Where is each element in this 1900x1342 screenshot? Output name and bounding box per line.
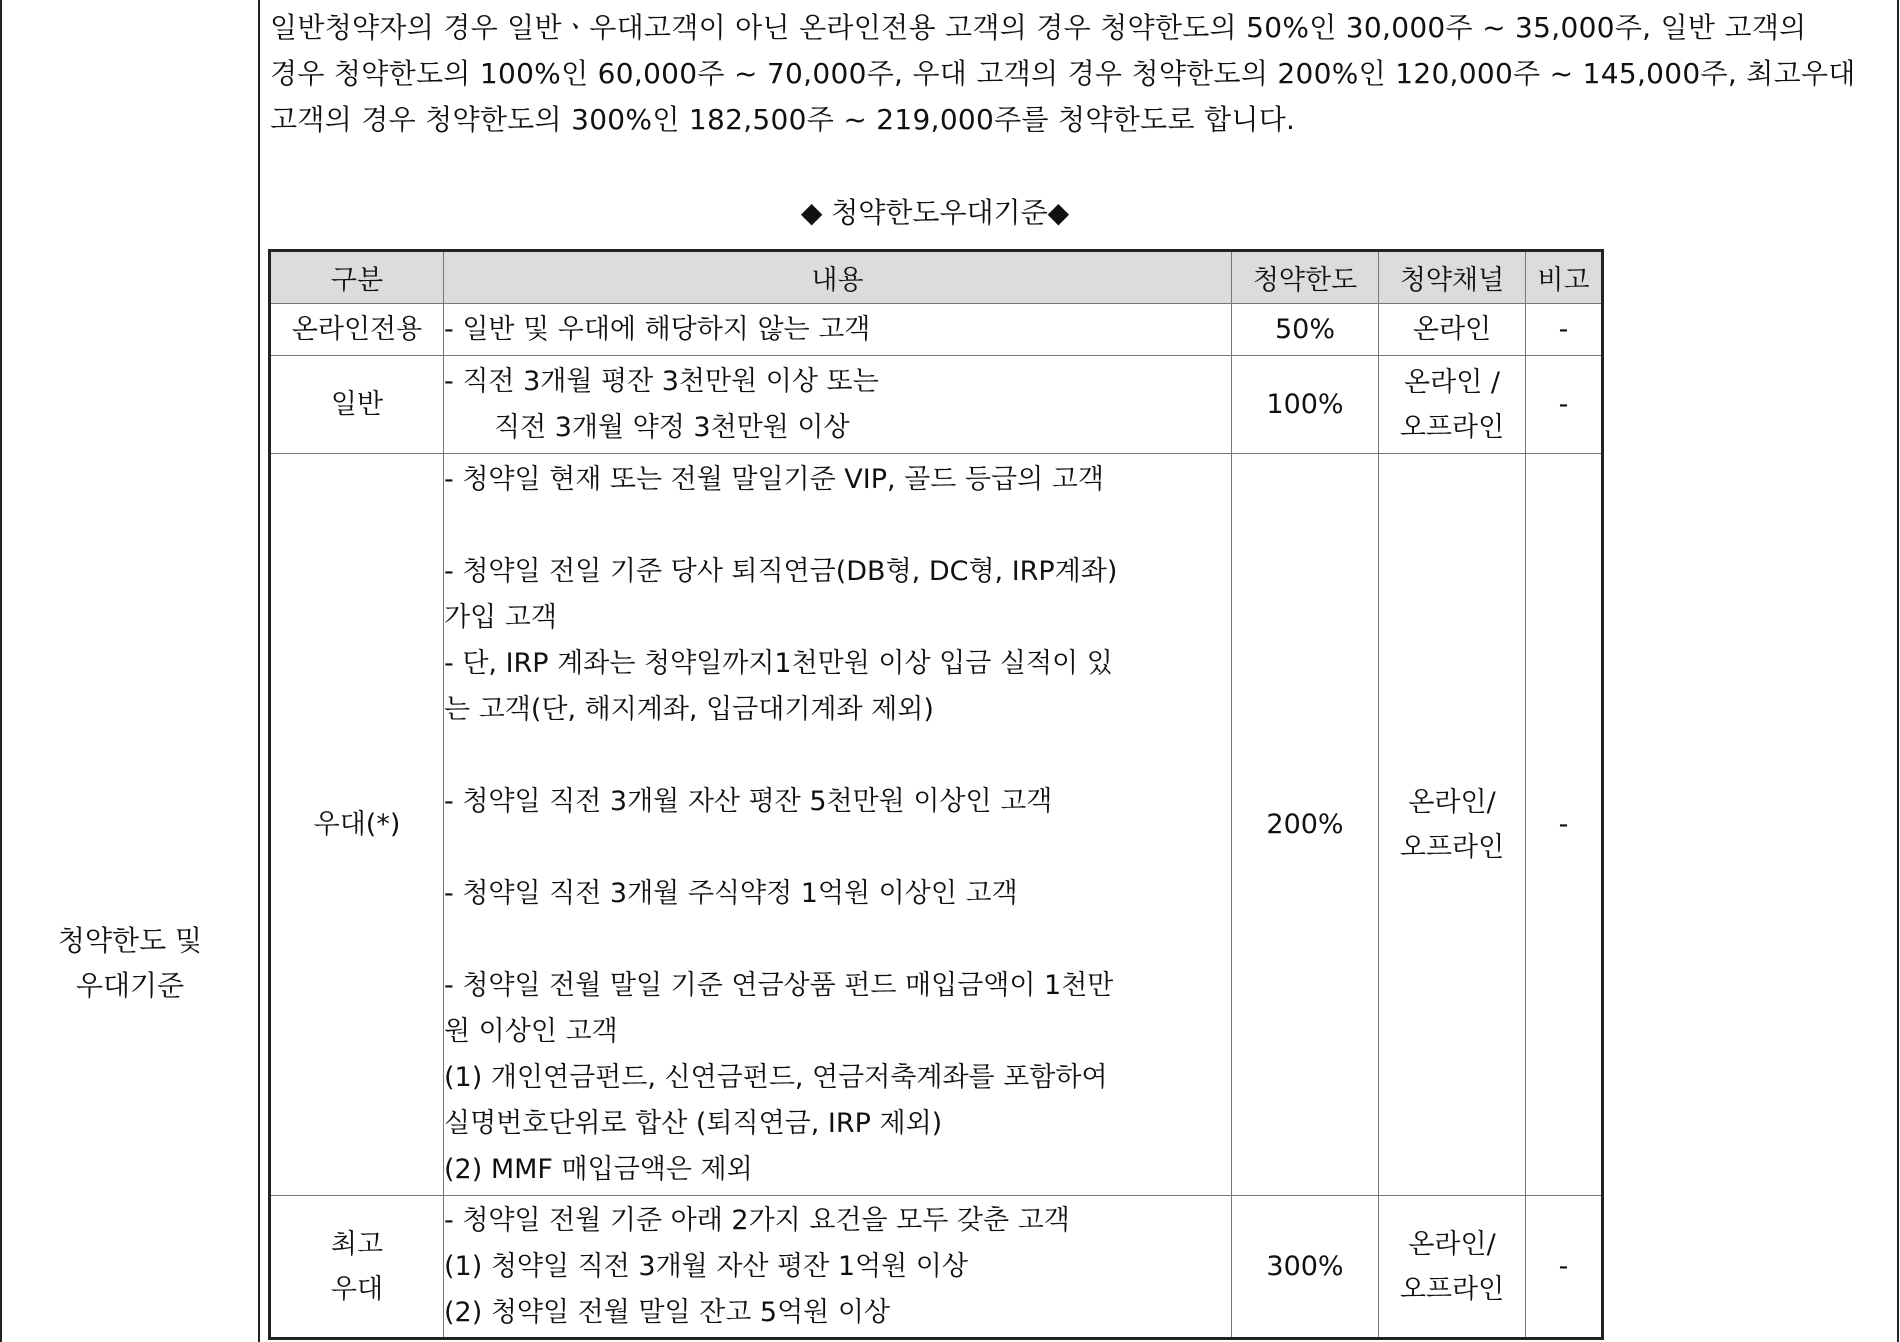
content-line: - 청약일 전월 기준 아래 2가지 요건을 모두 갖춘 고객: [444, 1204, 1070, 1236]
content-line: (1) 개인연금펀드, 신연금펀드, 연금저축계좌를 포함하여: [444, 1061, 1108, 1093]
category-line-1: 최고: [330, 1228, 384, 1260]
content-spacer: [444, 917, 1231, 963]
content-line: - 청약일 전월 말일 기준 연금상품 펀드 매입금액이 1천만: [444, 969, 1114, 1001]
content-line: (2) MMF 매입금액은 제외: [444, 1153, 753, 1185]
label-column-divider: [258, 0, 260, 1342]
content-spacer: [444, 733, 1231, 779]
cell-limit: 100%: [1232, 356, 1379, 454]
content-line: 원 이상인 고객: [444, 1015, 618, 1047]
cell-channel: [1379, 356, 1526, 454]
content-line: 직전 3개월 약정 3천만원 이상: [494, 411, 850, 443]
content-spacer: [444, 503, 1231, 549]
channel-line-1: 온라인/: [1408, 1228, 1496, 1260]
header-channel: 청약채널: [1379, 251, 1526, 304]
header-limit: 청약한도: [1232, 251, 1379, 304]
cell-limit: 300%: [1232, 1196, 1379, 1339]
cell-channel: [1379, 1196, 1526, 1339]
content-line: - 청약일 현재 또는 전월 말일기준 VIP, 골드 등급의 고객: [444, 463, 1104, 495]
content-line: - 청약일 직전 3개월 자산 평잔 5천만원 이상인 고객: [444, 785, 1053, 817]
table-row: [270, 356, 1603, 454]
intro-line-2: 경우 청약한도의 100%인 60,000주 ~ 70,000주, 우대 고객의 경우 청약한도의 200%인 120,000주 ~ 145,000주, 최고우대: [270, 57, 1856, 90]
category-line-2: 우대: [330, 1273, 384, 1305]
content-line: - 청약일 전일 기준 당사 퇴직연금(DB형, DC형, IRP계좌): [444, 555, 1118, 587]
cell-category: 온라인전용: [270, 304, 444, 356]
cell-note: -: [1526, 1196, 1603, 1339]
content-line: 실명번호단위로 합산 (퇴직연금, IRP 제외): [444, 1107, 943, 1139]
row-label: [2, 918, 258, 1008]
row-label-line-1: 청약한도 및: [57, 924, 203, 957]
channel-line-1: 온라인 /: [1404, 366, 1500, 398]
cell-note: -: [1526, 304, 1603, 356]
outer-right-border: [1897, 0, 1899, 1342]
cell-limit: 200%: [1232, 454, 1379, 1196]
cell-content: [444, 304, 1232, 356]
cell-channel: [1379, 454, 1526, 1196]
channel-line-2: 오프라인: [1399, 831, 1505, 863]
content-line: - 단, IRP 계좌는 청약일까지1천만원 이상 입금 실적이 있: [444, 647, 1113, 679]
intro-paragraph: [270, 5, 1888, 143]
content-spacer: [444, 825, 1231, 871]
section-heading: ◆ 청약한도우대기준◆: [800, 196, 1070, 229]
channel-line-1: 온라인/: [1408, 786, 1496, 818]
channel-line-2: 오프라인: [1399, 411, 1505, 443]
content-line: (2) 청약일 전월 말일 잔고 5억원 이상: [444, 1296, 890, 1328]
content-line: 가입 고객: [444, 601, 557, 633]
cell-limit: 50%: [1232, 304, 1379, 356]
content-line: - 직전 3개월 평잔 3천만원 이상 또는: [444, 365, 879, 397]
content-line: - 청약일 직전 3개월 주식약정 1억원 이상인 고객: [444, 877, 1018, 909]
header-note: 비고: [1526, 251, 1603, 304]
intro-line-1: 일반청약자의 경우 일반ㆍ우대고객이 아닌 온라인전용 고객의 경우 청약한도의 50%인 30,000주 ~ 35,000주, 일반 고객의: [270, 11, 1807, 44]
content-line: (1) 청약일 직전 3개월 자산 평잔 1억원 이상: [444, 1250, 968, 1282]
cell-note: -: [1526, 454, 1603, 1196]
channel-line-2: 오프라인: [1399, 1273, 1505, 1305]
subscription-limit-table: [268, 249, 1604, 1340]
cell-content: [444, 356, 1232, 454]
content-line: 는 고객(단, 해지계좌, 입금대기계좌 제외): [444, 693, 934, 725]
outer-left-border: [0, 0, 2, 1342]
intro-line-3: 고객의 경우 청약한도의 300%인 182,500주 ~ 219,000주를 청약한도로 합니다.: [270, 103, 1296, 136]
content-line: - 일반 및 우대에 해당하지 않는 고객: [444, 313, 871, 345]
table-row: [270, 454, 1603, 1196]
table-row: [270, 1196, 1603, 1339]
cell-category: 일반: [270, 356, 444, 454]
cell-content: [444, 1196, 1232, 1339]
table-header-row: [270, 251, 1603, 304]
cell-content: [444, 454, 1232, 1196]
cell-note: -: [1526, 356, 1603, 454]
cell-category: 우대(*): [270, 454, 444, 1196]
cell-category: [270, 1196, 444, 1339]
header-content: 내용: [444, 251, 1232, 304]
cell-channel: 온라인: [1379, 304, 1526, 356]
header-category: 구분: [270, 251, 444, 304]
table-row: [270, 304, 1603, 356]
row-label-line-2: 우대기준: [75, 969, 185, 1002]
